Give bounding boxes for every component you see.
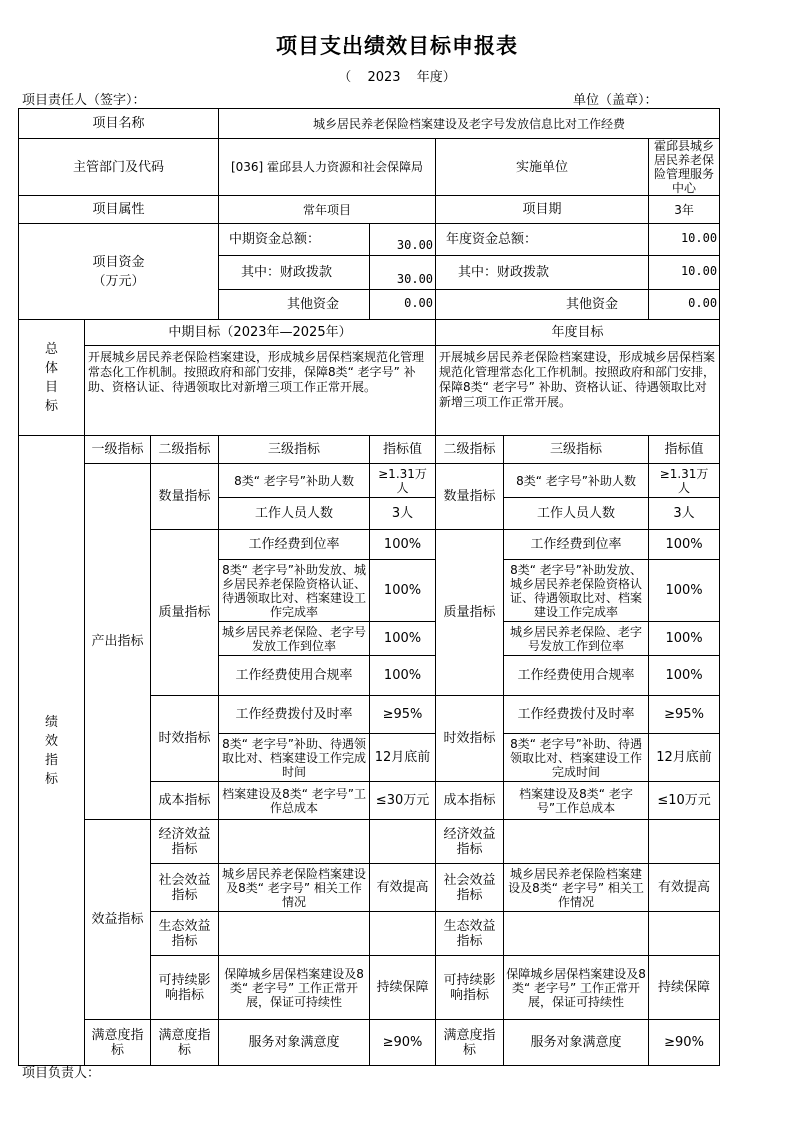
social-benefit-label: 社会效益 指标	[151, 864, 219, 912]
indicator-value: 100%	[370, 560, 436, 622]
satisfaction-sub-label-year: 满意度指 标	[436, 1020, 504, 1066]
year-goal-text: 开展城乡居民养老保险档案建设，形成城乡居保档案规范化管理常态化工作机制。按照政府和部门安排，保障8类“ 老字号” 补助、资格认证、待遇领取比对新增三项工作正常开展。	[436, 346, 720, 436]
dept-value: [036] 霍邱县人力资源和社会保障局	[219, 139, 436, 196]
mid-other-label: 其他资金	[219, 290, 370, 320]
quantity-indicator-label-year: 数量指标	[436, 464, 504, 530]
indicator-name-year: 工作经费拨付及时率	[504, 696, 649, 734]
indicator-name: 工作经费使用合规率	[219, 656, 370, 696]
indicator-value-year: 12月底前	[649, 734, 720, 782]
impl-unit-label: 实施单位	[436, 139, 649, 196]
satisfaction-sub-label: 满意度指 标	[151, 1020, 219, 1066]
project-attr-value: 常年项目	[219, 196, 436, 224]
indicator-value: 12月底前	[370, 734, 436, 782]
indicator-value-year: 100%	[649, 622, 720, 656]
indicator-value-year: ≥90%	[649, 1020, 720, 1066]
indicator-value-year	[649, 820, 720, 864]
year-fiscal-value: 10.00	[649, 256, 720, 290]
year-fiscal-label: 其中：财政拨款	[436, 256, 649, 290]
project-period-value: 3年	[649, 196, 720, 224]
indicator-name-year: 8类“ 老字号”补助、待遇领取比对、档案建设工作完成时间	[504, 734, 649, 782]
indicator-name-year: 城乡居民养老保险档案建设及8类“ 老字号” 相关工作情况	[504, 864, 649, 912]
indicator-value-year: 100%	[649, 530, 720, 560]
project-period-label: 项目期	[436, 196, 649, 224]
year-goal-header: 年度目标	[436, 320, 720, 346]
report-year	[0, 66, 794, 85]
indicator-name: 8类“ 老字号”补助发放、城乡居民养老保险资格认证、待遇领取比对、档案建设工作完成率	[219, 560, 370, 622]
project-owner-label: 项目负责人：	[22, 1066, 101, 1081]
header-value: 指标值	[370, 436, 436, 464]
indicator-value: ≥1.31万 人	[370, 464, 436, 498]
indicator-value-year	[649, 912, 720, 956]
satisfaction-indicator-label: 满意度指 标	[85, 1020, 151, 1066]
indicator-name-year: 工作经费到位率	[504, 530, 649, 560]
indicator-name-year: 保障城乡居保档案建设及8类“ 老字号” 工作正常开展，保证可持续性	[504, 956, 649, 1020]
indicator-value: 100%	[370, 622, 436, 656]
indicator-name	[219, 820, 370, 864]
header-level3: 三级指标	[219, 436, 370, 464]
indicator-value-year: 100%	[649, 560, 720, 622]
timeliness-indicator-label: 时效指标	[151, 696, 219, 782]
mid-fiscal-label: 其中：财政拨款	[219, 256, 370, 290]
timeliness-indicator-label-year: 时效指标	[436, 696, 504, 782]
indicator-name-year: 档案建设及8类“ 老字号”工作总成本	[504, 782, 649, 820]
header-level1: 一级指标	[85, 436, 151, 464]
indicator-value: 持续保障	[370, 956, 436, 1020]
performance-goal-table	[18, 108, 720, 1066]
mid-goal-header: 中期目标（2023年—2025年）	[85, 320, 436, 346]
year-total-value: 10.00	[649, 224, 720, 256]
year-other-value: 0.00	[649, 290, 720, 320]
indicator-name: 保障城乡居保档案建设及8类“ 老字号” 工作正常开展，保证可持续性	[219, 956, 370, 1020]
project-attr-label: 项目属性	[19, 196, 219, 224]
indicator-value	[370, 820, 436, 864]
indicator-value: ≥95%	[370, 696, 436, 734]
indicator-name: 工作人员人数	[219, 498, 370, 530]
indicator-name: 8类“ 老字号”补助、待遇领取比对、档案建设工作完成时间	[219, 734, 370, 782]
year-total-label: 年度资金总额：	[436, 224, 649, 256]
quality-indicator-label: 质量指标	[151, 530, 219, 696]
indicator-name-year: 工作经费使用合规率	[504, 656, 649, 696]
header-value-year: 指标值	[649, 436, 720, 464]
year-other-label: 其他资金	[436, 290, 649, 320]
quantity-indicator-label: 数量指标	[151, 464, 219, 530]
output-indicator-label: 产出指标	[85, 464, 151, 820]
indicator-value	[370, 912, 436, 956]
indicator-name: 8类“ 老字号”补助人数	[219, 464, 370, 498]
page-title: 项目支出绩效目标申报表	[276, 34, 518, 58]
indicator-name: 城乡居民养老保险、老字号发放工作到位率	[219, 622, 370, 656]
social-benefit-label-year: 社会效益 指标	[436, 864, 504, 912]
indicator-name-year: 服务对象满意度	[504, 1020, 649, 1066]
sustainability-label-year: 可持续影 响指标	[436, 956, 504, 1020]
year-value: 2023	[367, 70, 401, 85]
eco-benefit-label: 生态效益 指标	[151, 912, 219, 956]
benefit-indicator-label: 效益指标	[85, 820, 151, 1020]
indicator-name-year: 8类“ 老字号”补助发放、城乡居民养老保险资格认证、待遇领取比对、档案建设工作完成率	[504, 560, 649, 622]
indicator-value: ≤30万元	[370, 782, 436, 820]
indicator-value: ≥90%	[370, 1020, 436, 1066]
indicators-label: 绩 效 指 标	[19, 436, 85, 1066]
quality-indicator-label-year: 质量指标	[436, 530, 504, 696]
indicator-value: 100%	[370, 656, 436, 696]
mid-other-value: 0.00	[370, 290, 436, 320]
indicator-name-year: 8类“ 老字号”补助人数	[504, 464, 649, 498]
mid-total-value: 30.00	[370, 224, 436, 256]
header-level3-year: 三级指标	[504, 436, 649, 464]
impl-unit-value: 霍邱县城乡居民养老保险管理服务中心	[649, 139, 720, 196]
indicator-value: 有效提高	[370, 864, 436, 912]
indicator-value-year: ≤10万元	[649, 782, 720, 820]
indicator-name	[219, 912, 370, 956]
header-level2: 二级指标	[151, 436, 219, 464]
indicator-name: 档案建设及8类“ 老字号”工作总成本	[219, 782, 370, 820]
year-close: 年度）	[416, 70, 456, 85]
overall-goals-label: 总 体 目 标	[19, 320, 85, 436]
indicator-value-year: ≥1.31万 人	[649, 464, 720, 498]
indicator-value: 3人	[370, 498, 436, 530]
indicator-name-year: 工作人员人数	[504, 498, 649, 530]
indicator-name: 城乡居民养老保险档案建设及8类“ 老字号” 相关工作情况	[219, 864, 370, 912]
indicator-value-year: 有效提高	[649, 864, 720, 912]
eco-benefit-label-year: 生态效益 指标	[436, 912, 504, 956]
indicator-name-year	[504, 820, 649, 864]
project-name-label: 项目名称	[19, 109, 219, 139]
indicator-value-year: 3人	[649, 498, 720, 530]
dept-label: 主管部门及代码	[19, 139, 219, 196]
economic-benefit-label-year: 经济效益 指标	[436, 820, 504, 864]
sustainability-label: 可持续影 响指标	[151, 956, 219, 1020]
indicator-value: 100%	[370, 530, 436, 560]
unit-seal-label: 单位（盖章）：	[573, 93, 658, 108]
cost-indicator-label-year: 成本指标	[436, 782, 504, 820]
indicator-name: 工作经费拨付及时率	[219, 696, 370, 734]
indicator-value-year: 100%	[649, 656, 720, 696]
indicator-name: 工作经费到位率	[219, 530, 370, 560]
cost-indicator-label: 成本指标	[151, 782, 219, 820]
responsible-signature-label: 项目责任人（签字）：	[22, 93, 146, 108]
mid-goal-text: 开展城乡居民养老保险档案建设，形成城乡居保档案规范化管理常态化工作机制。按照政府和部门安排，保障8类“ 老字号” 补助、资格认证、待遇领取比对新增三项工作正常开展。	[85, 346, 436, 436]
indicator-value-year: ≥95%	[649, 696, 720, 734]
project-name-value: 城乡居民养老保险档案建设及老字号发放信息比对工作经费	[219, 109, 720, 139]
indicator-name-year: 城乡居民养老保险、老字号发放工作到位率	[504, 622, 649, 656]
mid-fiscal-value: 30.00	[370, 256, 436, 290]
indicator-name: 服务对象满意度	[219, 1020, 370, 1066]
year-open: （	[338, 70, 352, 85]
funds-label: 项目资金 （万元）	[19, 224, 219, 320]
indicator-name-year	[504, 912, 649, 956]
indicator-value-year: 持续保障	[649, 956, 720, 1020]
header-level2-year: 二级指标	[436, 436, 504, 464]
economic-benefit-label: 经济效益 指标	[151, 820, 219, 864]
mid-total-label: 中期资金总额：	[219, 224, 370, 256]
